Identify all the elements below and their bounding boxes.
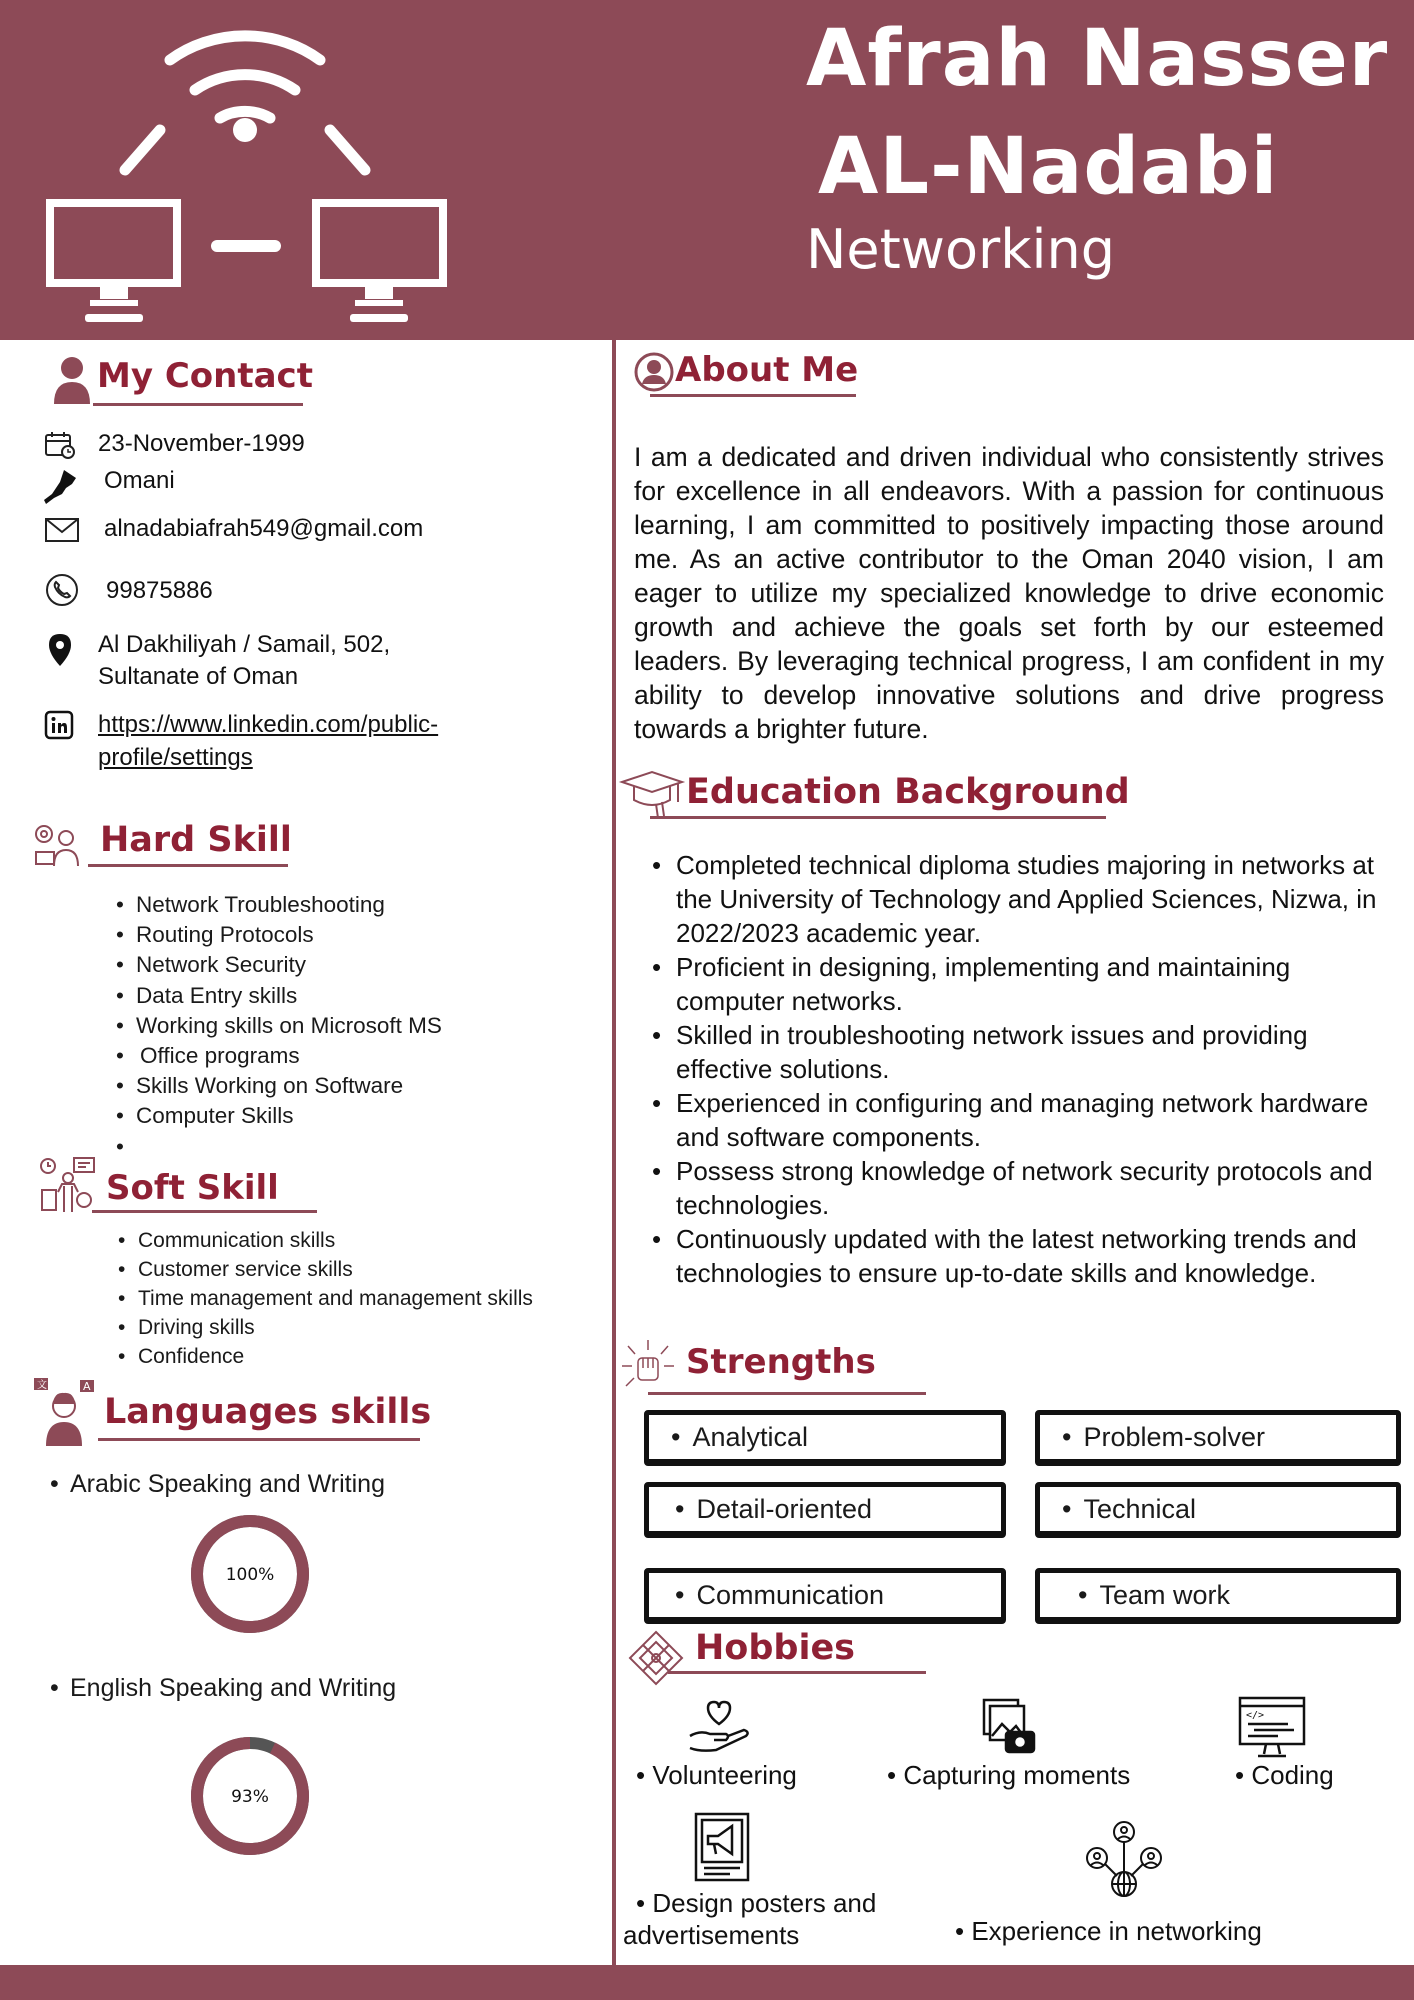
education-item: • Possess strong knowledge of network security protocols and technologies. bbox=[652, 1154, 1392, 1222]
diamond-pattern-icon bbox=[628, 1630, 684, 1686]
location-pin-icon bbox=[46, 632, 74, 668]
hard-skill-list bbox=[116, 890, 442, 1154]
linkedin-link-line-2[interactable]: profile/settings bbox=[98, 744, 253, 771]
strength-label: Problem-solver bbox=[1083, 1421, 1266, 1452]
education-item: • Continuously updated with the latest networking trends and technologies to ensure up-to-date skills and knowledge. bbox=[652, 1222, 1392, 1290]
name-line-1: Afrah Nasser bbox=[806, 14, 1389, 104]
hobby-capturing-moments: • Capturing moments bbox=[887, 1760, 1131, 1790]
name-line-2: AL-Nadabi bbox=[818, 122, 1279, 212]
soft-skill-item: • Communication skills bbox=[118, 1226, 533, 1255]
strength-label: Analytical bbox=[692, 1421, 809, 1452]
svg-text:</>: </> bbox=[1246, 1710, 1265, 1721]
education-underline bbox=[650, 816, 1106, 819]
language-ring-chart bbox=[180, 1504, 320, 1644]
hobby-label: Volunteering bbox=[652, 1760, 797, 1790]
about-underline bbox=[650, 394, 856, 397]
hard-skill-title: Hard Skill bbox=[100, 820, 292, 860]
soft-skill-item: • Driving skills bbox=[118, 1313, 533, 1342]
column-divider bbox=[612, 340, 616, 1965]
email-link[interactable]: alnadabiafrah549@gmail.com bbox=[104, 515, 424, 542]
linkedin-icon bbox=[44, 710, 74, 740]
hobby-experience-networking: • Experience in networking bbox=[955, 1916, 1262, 1946]
languages-title: Languages skills bbox=[104, 1392, 432, 1432]
education-list bbox=[652, 848, 1392, 1290]
hard-skill-item-continuation: • Office programs bbox=[116, 1041, 442, 1071]
technician-icon bbox=[32, 822, 86, 868]
strength-badge: • Analytical bbox=[644, 1410, 1006, 1466]
strength-badge: • Detail-oriented bbox=[644, 1482, 1006, 1538]
contact-section-title: My Contact bbox=[97, 356, 313, 396]
hobby-design-posters-line2: advertisements bbox=[623, 1920, 800, 1950]
soft-skill-underline bbox=[92, 1210, 317, 1213]
user-circle-icon bbox=[634, 352, 674, 392]
linkedin-link-line-1[interactable]: https://www.linkedin.com/public- bbox=[98, 711, 439, 738]
language-ring-chart bbox=[180, 1726, 320, 1866]
languages-underline bbox=[98, 1438, 420, 1441]
about-title: About Me bbox=[675, 350, 859, 390]
hobby-label: Experience in networking bbox=[971, 1916, 1262, 1946]
hobby-volunteering: • Volunteering bbox=[636, 1760, 797, 1790]
strength-badge: • Communication bbox=[644, 1568, 1006, 1624]
about-paragraph: I am a dedicated and driven individual who consistently strives for excellence in all endeavors. With a passion for continuous learning, I am committed to positively impacting those around me. As an active contributor to the Oman 2040 vision, I am eager to utilize my specialized knowledge to drive economic growth and achieve the goals set forth by our esteemed leaders. By leveraging technical progress, I am confident in my ability to develop innovative solutions and drive progress towards a brighter future. bbox=[634, 442, 1384, 744]
hard-skill-item: • Skills Working on Software bbox=[116, 1071, 442, 1101]
strength-label: Detail-oriented bbox=[696, 1493, 873, 1524]
soft-skill-item: • Confidence bbox=[118, 1342, 533, 1371]
language-item-2 bbox=[50, 1674, 396, 1703]
code-monitor-icon bbox=[1238, 1696, 1308, 1760]
hard-skill-item: • Data Entry skills bbox=[116, 981, 442, 1011]
language-item-1 bbox=[50, 1470, 385, 1499]
hobby-coding: • Coding bbox=[1235, 1760, 1334, 1790]
address-line-2: Sultanate of Oman bbox=[98, 663, 299, 690]
education-item: • Experienced in configuring and managing network hardware and software components. bbox=[652, 1086, 1392, 1154]
email-icon bbox=[44, 516, 80, 544]
strength-label: Communication bbox=[696, 1579, 885, 1610]
header-banner bbox=[0, 0, 1414, 340]
hobby-label: Capturing moments bbox=[903, 1760, 1131, 1790]
teamwork-board-icon bbox=[38, 1156, 98, 1214]
language-label: • Arabic Speaking and Writing bbox=[50, 1470, 385, 1499]
education-item: • Completed technical diploma studies majoring in networks at the University of Technology and Applied Sciences, Nizwa, in 2022/2023 academic year. bbox=[652, 848, 1392, 950]
nationality: Omani bbox=[104, 467, 175, 494]
hobby-label: Coding bbox=[1251, 1760, 1334, 1790]
hard-skill-item: • Network Troubleshooting bbox=[116, 890, 442, 920]
phone-number: 99875886 bbox=[106, 577, 213, 604]
hobby-label: Design posters and bbox=[652, 1888, 877, 1918]
poster-megaphone-icon bbox=[694, 1812, 750, 1882]
education-title: Education Background bbox=[686, 772, 1130, 812]
address-line-1: Al Dakhiliyah / Samail, 502, bbox=[98, 631, 391, 658]
hard-skill-item: • Working skills on Microsoft MS bbox=[116, 1011, 442, 1041]
network-computers-icon bbox=[30, 0, 490, 340]
strength-badge: • Technical bbox=[1035, 1482, 1401, 1538]
strength-label: Technical bbox=[1083, 1493, 1197, 1524]
hobbies-title: Hobbies bbox=[695, 1628, 856, 1668]
strength-badge: • Team work bbox=[1035, 1568, 1401, 1624]
strengths-title: Strengths bbox=[686, 1342, 876, 1382]
camera-photos-icon bbox=[982, 1698, 1038, 1756]
people-network-icon bbox=[1083, 1820, 1165, 1900]
oman-map-icon bbox=[42, 468, 78, 506]
birthdate: 23-November-1999 bbox=[98, 430, 305, 457]
ring-percent-label: 93% bbox=[231, 1787, 269, 1807]
fist-burst-icon bbox=[618, 1336, 678, 1396]
hard-skill-item-empty bbox=[116, 1132, 442, 1154]
soft-skill-item: • Customer service skills bbox=[118, 1255, 533, 1284]
ring-percent-label: 100% bbox=[225, 1565, 275, 1585]
soft-skill-list bbox=[118, 1226, 533, 1371]
strengths-underline bbox=[648, 1392, 926, 1395]
phone-icon bbox=[44, 572, 80, 608]
hard-skill-item: • Routing Protocols bbox=[116, 920, 442, 950]
svg-text:文: 文 bbox=[37, 1380, 47, 1391]
language-label: • English Speaking and Writing bbox=[50, 1674, 396, 1703]
strength-badge: • Problem-solver bbox=[1035, 1410, 1401, 1466]
contact-underline bbox=[93, 403, 303, 406]
hobby-design-posters-line1: • Design posters and bbox=[636, 1888, 877, 1918]
hard-skill-item: • Network Security bbox=[116, 950, 442, 980]
strength-label: Team work bbox=[1099, 1579, 1230, 1610]
hand-heart-icon bbox=[686, 1700, 752, 1756]
education-item: • Proficient in designing, implementing and maintaining computer networks. bbox=[652, 950, 1392, 1018]
graduation-cap-icon bbox=[618, 768, 688, 820]
education-item: • Skilled in troubleshooting network issues and providing effective solutions. bbox=[652, 1018, 1392, 1086]
svg-text:A: A bbox=[83, 1380, 91, 1393]
hard-skill-underline bbox=[88, 864, 288, 867]
footer-bar bbox=[0, 1965, 1414, 2000]
job-title: Networking bbox=[806, 218, 1115, 281]
language-speaker-icon bbox=[30, 1376, 100, 1448]
soft-skill-item: • Time management and management skills bbox=[118, 1284, 533, 1313]
hard-skill-item: • Computer Skills bbox=[116, 1101, 442, 1131]
soft-skill-title: Soft Skill bbox=[106, 1168, 279, 1208]
hobbies-underline bbox=[668, 1671, 926, 1674]
calendar-icon bbox=[44, 430, 76, 460]
person-icon bbox=[52, 356, 92, 406]
